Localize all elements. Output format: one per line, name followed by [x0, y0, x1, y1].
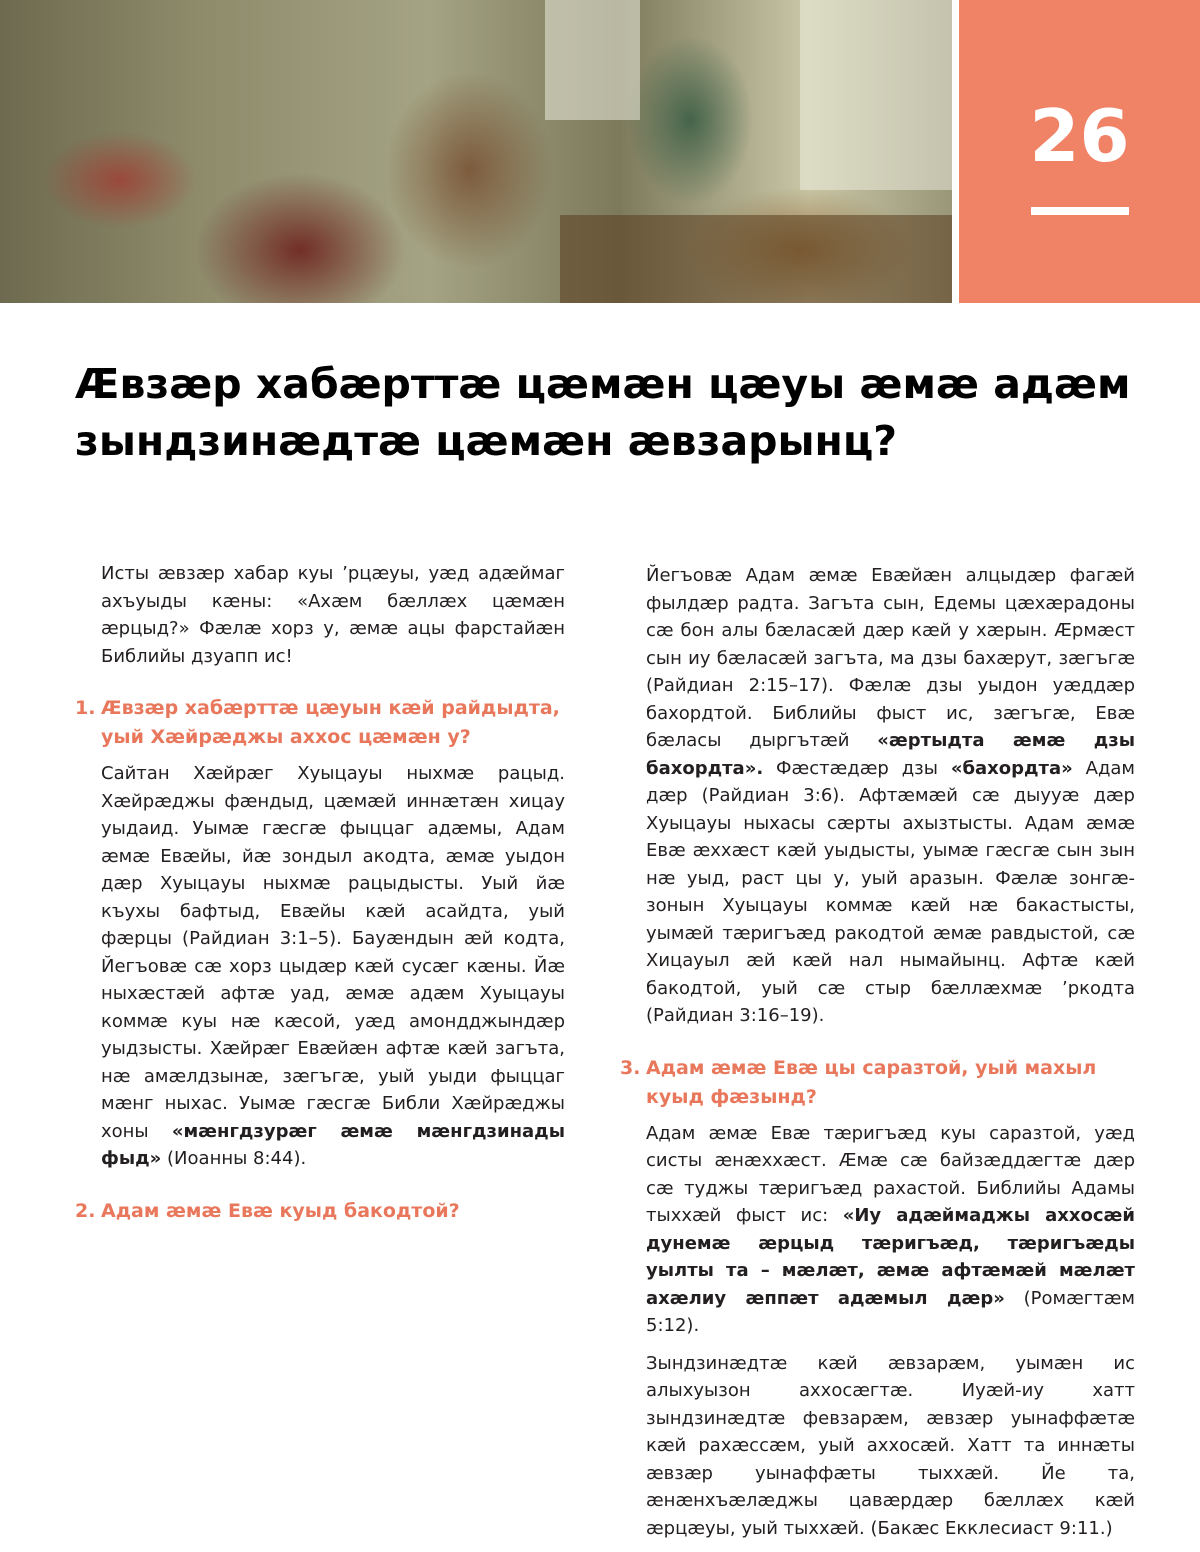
section-heading-text: Адам æмæ Евæ куыд бакодтой? — [101, 1199, 460, 1222]
paragraph-text: Адам æмæ Евæ тæригъæд куы саразтой, уæд систы æнæххæст. Æмæ сæ байзæддæгтæ дæр сæ туджы тæригъæд рахастой. Библийы Адамы тыххæй фыст ис: — [646, 1122, 1135, 1226]
intro-paragraph: Исты æвзæр хабар куы ’рцæуы, уæд адæймаг ахъуыды кæны: «Ахæм бæллæх цæмæн æрцыд?» Фæлæ хорз у, æмæ ацы фарстайæн Библийы дзуапп ис! — [101, 563, 565, 667]
paragraph-text: (Ромæгтæм 5:12). — [646, 1287, 1136, 1336]
paragraph-text: Адам æмæ Евæйæн алцыдæр фагæй фылдæр радта. Загъта сын, Едемы цæхæрадоны сæ бон алы бæласæй дæр кæй у хæрын. Æрмæст сын иу бæласæй загъта, ма дзы бахæрут, зæгъгæ (Райдиан 2:15–17). Фæлæ дзы уыдон уæддæр бахордтой. Библийы фыст ис, зæгъгæ, Евæ бæласы дыргътæй — [646, 565, 1135, 751]
hospital-photo — [0, 0, 952, 303]
section-heading — [75, 694, 565, 752]
hospital-bed — [560, 215, 952, 303]
lesson-number-underline — [1031, 207, 1129, 215]
scripture-quote: «бахордта» — [950, 757, 1073, 779]
section-paragraph — [620, 562, 1135, 1030]
window-light — [545, 0, 640, 120]
section-heading-text: Адам æмæ Евæ цы саразтой, уый махыл куыд фæзынд? — [646, 1056, 1097, 1108]
section-paragraph: Зындзинæдтæ кæй æвзарæм, уымæн ис алыхуызон аххосæгтæ. Иуæй-иу хатт зындзинæдтæ февзарæм, æвзæр уынаффæтæ кæй рахæссæм, уый аххосæй. Хатт та иннæты æвзæр уынаффæты тыххæй. Йе та, æнæнхъæлæджы цавæрдæр бæллæх кæй æрцæуы, уый тыххæй. (Бакæс Екклесиаст 9:11.) — [646, 1352, 1135, 1539]
scripture-quote: «мæнгдзурæг æмæ мæнгдзинады фыд» — [101, 1120, 565, 1169]
right-column — [620, 562, 1135, 1552]
window-light — [800, 0, 952, 190]
section-paragraph — [620, 1120, 1135, 1340]
paragraph-text: дзы — [888, 757, 951, 779]
section-number: 1. — [75, 697, 96, 719]
lesson-number: 26 — [1029, 94, 1130, 178]
section-number: 2. — [75, 1199, 96, 1222]
paragraph-text: Адам — [1072, 757, 1136, 779]
paragraph-text: (Иоанны 8:44). — [161, 1148, 307, 1169]
section-heading — [75, 1197, 565, 1226]
paragraph-text: Сайтан Хæйрæг Хуыцауы ныхмæ рацыд. Хæйрæджы фæндыд, цæмæй иннæтæн хицау уыдаид. Уымæ гæсгæ фыццаг адæмы, Адам æмæ Евæйы, йæ зондыл акодта, æмæ уыдон дæр Хуыцауы ныхмæ рацыдысты. Уый йæ къухы бафтыд, Евæйы кæй асайдта, уый фæрцы (Райдиан 3:1–5). Бауæндын æй кодта, Йегъовæ сæ хорз цыдæр кæй сусæг кæны. Йæ ныхæстæй афтæ уад, æмæ адæм Хуыцауы коммæ куы нæ кæсой, уæд амондджындæр уыдзысты. Хæйрæг Евæйæн афтæ кæй загъта, нæ амæлдзынæ, зæгъгæ, уый уыди фыццаг мæнг ныхас. Уымæ гæсгæ Библи Хæйрæджы хоны — [101, 763, 565, 1142]
section-heading — [620, 1054, 1135, 1112]
lesson-number-badge — [959, 0, 1200, 303]
left-column — [75, 560, 565, 1236]
scripture-quote: «æртыдта — [877, 730, 985, 751]
paragraph-text: Фæстæдæр — [763, 757, 889, 779]
section-paragraph — [75, 760, 565, 1173]
page-title: Æвзæр хабæрттæ цæмæн цæуы æмæ адæм зындзинæдтæ цæмæн æвзарынц? — [75, 360, 1131, 465]
paragraph-text: дæр (Райдиан 3:6). Афтæмæй сæ дыууæ дæр Хуыцауы ныхасы сæрты ахызтысты. Адам æмæ Евæ æххæст кæй уыдысты, уымæ гæсгæ сын зын нæ уыд, раст цы у, уый аразын. Фæлæ зонгæ-зонын Хуыцауы коммæ кæй нæ бакастысты, уымæй тæригъæд ракодтой æмæ равдыстой, сæ Хицауыл æй кæй нал нымайынц. Афтæ кæй бакодтой, уый сæ стыр бæллæхмæ ’ркодта (Райдиан 3:16–19). — [646, 785, 1135, 1026]
scripture-quote: æмæ дзы бахордта». — [646, 730, 1135, 779]
section-heading-text: Æвзæр хабæрттæ цæуын кæй райдыдта, уый Хæйрæджы аххос цæмæн у? — [101, 697, 560, 748]
section-number: 3. — [620, 1056, 641, 1079]
scripture-quote: «Иу адæймаджы аххосæй дунемæ æрцыд тæригъæд, тæригъæды уылты та – мæлæт, æмæ афтæмæй мæлæт ахæлиу æппæт адæмыл дæр» — [646, 1205, 1135, 1309]
paragraph-text: Йегъовæ — [646, 565, 733, 586]
